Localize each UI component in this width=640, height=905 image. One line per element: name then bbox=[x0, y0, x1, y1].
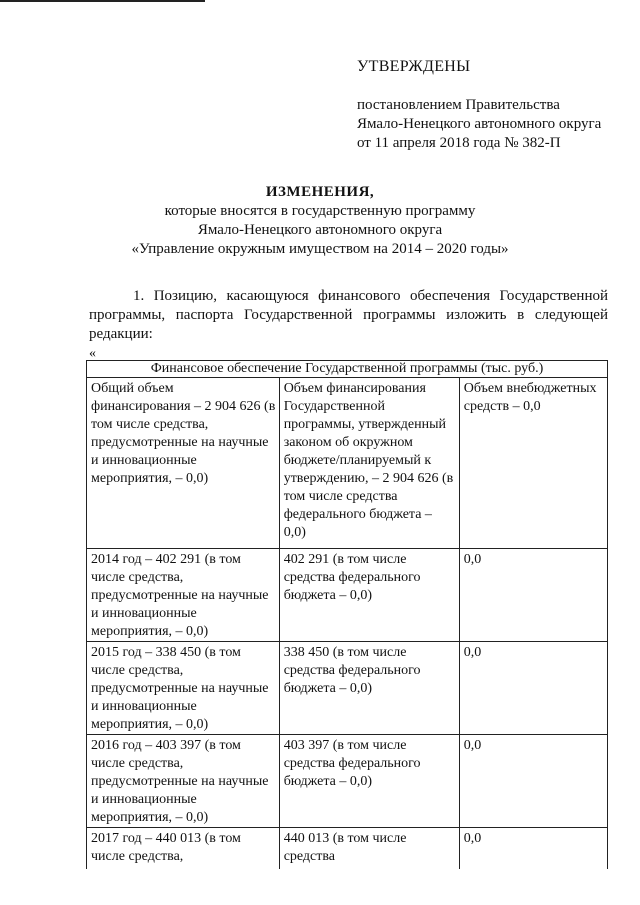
table-title: Финансовое обеспечение Государственной программы (тыс. руб.) bbox=[87, 361, 608, 378]
table-row bbox=[87, 549, 608, 642]
approved-label: УТВЕРЖДЕНЫ bbox=[357, 58, 471, 75]
body-paragraph bbox=[89, 287, 608, 344]
paragraph-text: 1. Позицию, касающуюся финансового обеспечения Государственной программы, паспорта Государственной программы изложить в следующей редакции: bbox=[89, 288, 608, 342]
title-line: которые вносятся в государственную программу bbox=[164, 203, 476, 219]
financing-table bbox=[86, 360, 608, 891]
approval-line: Ямало-Ненецкого автономного округа bbox=[357, 116, 602, 132]
table-row bbox=[87, 735, 608, 828]
title-heading: ИЗМЕНЕНИЯ, bbox=[265, 184, 375, 200]
table-header-row bbox=[87, 378, 608, 549]
approval-line: постановлением Правительства bbox=[357, 97, 560, 113]
title-line: «Управление окружным имуществом на 2014 – 2020 годы» bbox=[131, 241, 509, 257]
row-extra-cell: 0,0 bbox=[459, 642, 607, 735]
approval-line: от 11 апреля 2018 года № 382-П bbox=[357, 135, 561, 151]
scan-top-line bbox=[0, 0, 205, 2]
open-quote: « bbox=[89, 346, 96, 361]
header-extrabudget: Объем внебюджетных средств – 0,0 bbox=[459, 378, 607, 549]
row-year-cell: 2016 год – 403 397 (в том числе средства, предусмотренные на научные и инновационные мероприятия, – 0,0) bbox=[87, 735, 280, 828]
table-row bbox=[87, 642, 608, 735]
row-budget-cell: 440 013 (в том числе средства bbox=[279, 828, 459, 891]
header-total: Общий объем финансирования – 2 904 626 (в том числе средства, предусмотренные на научные и инновационные мероприятия, – 0,0) bbox=[87, 378, 280, 549]
row-budget-cell: 403 397 (в том числе средства федерального бюджета – 0,0) bbox=[279, 735, 459, 828]
row-budget-cell: 402 291 (в том числе средства федерального бюджета – 0,0) bbox=[279, 549, 459, 642]
row-year-cell: 2014 год – 402 291 (в том числе средства, предусмотренные на научные и инновационные мероприятия, – 0,0) bbox=[87, 549, 280, 642]
header-budget: Объем финансирования Государственной программы, утвержденный законом об окружном бюджете/планируемый к утверждению, – 2 904 626 (в том числе средства федерального бюджета – 0,0) bbox=[279, 378, 459, 549]
row-year-cell: 2015 год – 338 450 (в том числе средства, предусмотренные на научные и инновационные мероприятия, – 0,0) bbox=[87, 642, 280, 735]
row-budget-cell: 338 450 (в том числе средства федерального бюджета – 0,0) bbox=[279, 642, 459, 735]
row-year-cell: 2017 год – 440 013 (в том числе средства, bbox=[87, 828, 280, 891]
row-extra-cell: 0,0 bbox=[459, 828, 607, 891]
row-extra-cell: 0,0 bbox=[459, 549, 607, 642]
page-bottom bbox=[0, 869, 640, 905]
row-extra-cell: 0,0 bbox=[459, 735, 607, 828]
approval-block bbox=[357, 96, 601, 153]
title-line: Ямало-Ненецкого автономного округа bbox=[197, 222, 443, 238]
document-title bbox=[0, 183, 640, 259]
